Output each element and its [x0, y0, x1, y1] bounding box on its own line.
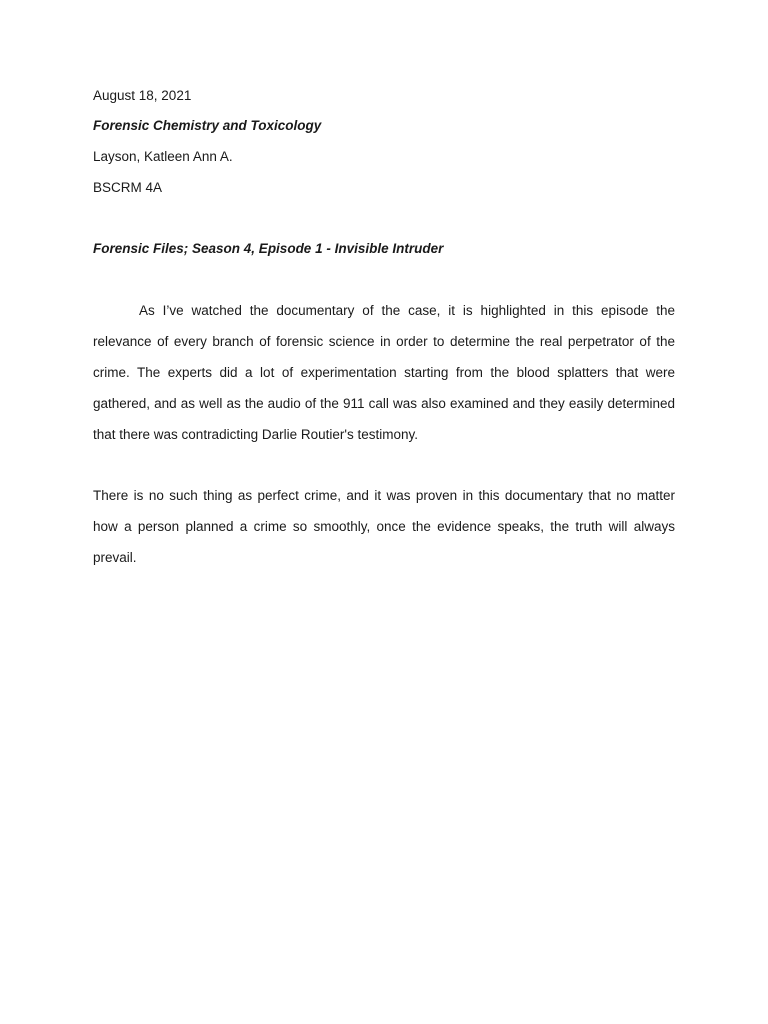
author-name: Layson, Katleen Ann A.: [93, 149, 233, 164]
course-title: Forensic Chemistry and Toxicology: [93, 118, 322, 133]
document-title: Forensic Files; Season 4, Episode 1 - Invisible Intruder: [93, 241, 444, 256]
paragraph-2: There is no such thing as perfect crime, and it was proven in this documentary that no matter how a person planned a crime so smoothly, once the evidence speaks, the truth will always prevail.: [93, 488, 675, 565]
class-section: BSCRM 4A: [93, 180, 163, 195]
paragraph-1: As I’ve watched the documentary of the case, it is highlighted in this episode the relevance of every branch of forensic science in order to determine the real perpetrator of the crime. The experts did a lot of experimentation starting from the blood splatters that were gathered, and as well as the audio of the 911 call was also examined and they easily determined that there was contradicting Darlie Routier's testimony.: [93, 303, 675, 442]
document-date: August 18, 2021: [93, 88, 192, 103]
